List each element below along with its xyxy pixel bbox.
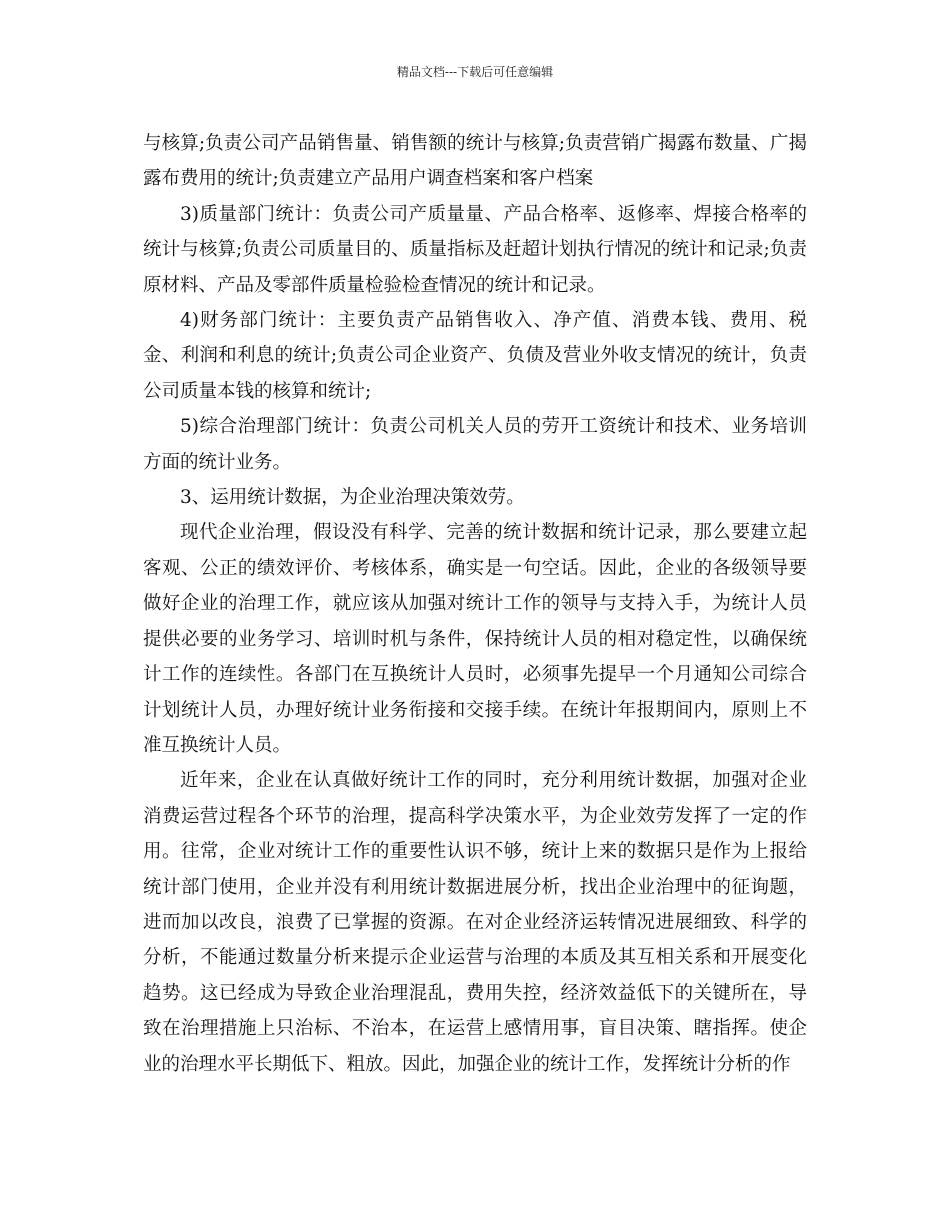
paragraph: 4)财务部门统计：主要负责产品销售收入、净产值、消费本钱、费用、税金、利润和利息的统计;负责公司企业资产、负债及营业外收支情况的统计，负责公司质量本钱的核算和统计;	[143, 310, 807, 402]
paragraph: 现代企业治理，假设没有科学、完善的统计数据和统计记录，那么要建立起客观、公正的绩效评价、考核体系，确实是一句空话。因此，企业的各级领导要做好企业的治理工作，就应该从加强对统计工作的领导与支持入手，为统计人员提供必要的业务学习、培训时机与条件，保持统计人员的相对稳定性，以确保统计工作的连续性。各部门在互换统计人员时，必须事先提早一个月通知公司综合计划统计人员，办理好统计业务衔接和交接手续。在统计年报期间内，原则上不准互换统计人员。	[143, 522, 807, 756]
paragraph: 3)质量部门统计：负责公司产质量量、产品合格率、返修率、焊接合格率的统计与核算;负责公司质量目的、质量指标及赶超计划执行情况的统计和记录;负责原材料、产品及零部件质量检验检查情况的统计和记录。	[143, 203, 807, 296]
page-header: 精品文档---下载后可任意编辑	[396, 65, 554, 79]
paragraph: 与核算;负责公司产品销售量、销售额的统计与核算;负责营销广揭露布数量、广揭露布费用的统计;负责建立产品用户调查档案和客户档案	[143, 133, 807, 190]
paragraph: 5)综合治理部门统计：负责公司机关人员的劳开工资统计和技术、业务培训方面的统计业务。	[143, 416, 807, 473]
paragraph: 近年来，企业在认真做好统计工作的同时，充分利用统计数据，加强对企业消费运营过程各个环节的治理，提高科学决策水平，为企业效劳发挥了一定的作用。往常，企业对统计工作的重要性认识不够，统计上来的数据只是作为上报给统计部门使用，企业并没有利用统计数据进展分析，找出企业治理中的征询题，进而加以改良，浪费了已掌握的资源。在对企业经济运转情况进展细致、科学的分析，不能通过数量分析来提示企业运营与治理的本质及其互相关系和开展变化趋势。这已经成为导致企业治理混乱，费用失控，经济效益低下的关键所在，导致在治理措施上只治标、不治本，在运营上感情用事，盲目决策、瞎指挥。使企业的治理水平长期低下、粗放。因此，加强企业的统计工作，发挥统计分析的作	[143, 770, 807, 1075]
document-body	[143, 126, 807, 1082]
paragraph: 3、运用统计数据，为企业治理决策效劳。	[180, 487, 525, 509]
